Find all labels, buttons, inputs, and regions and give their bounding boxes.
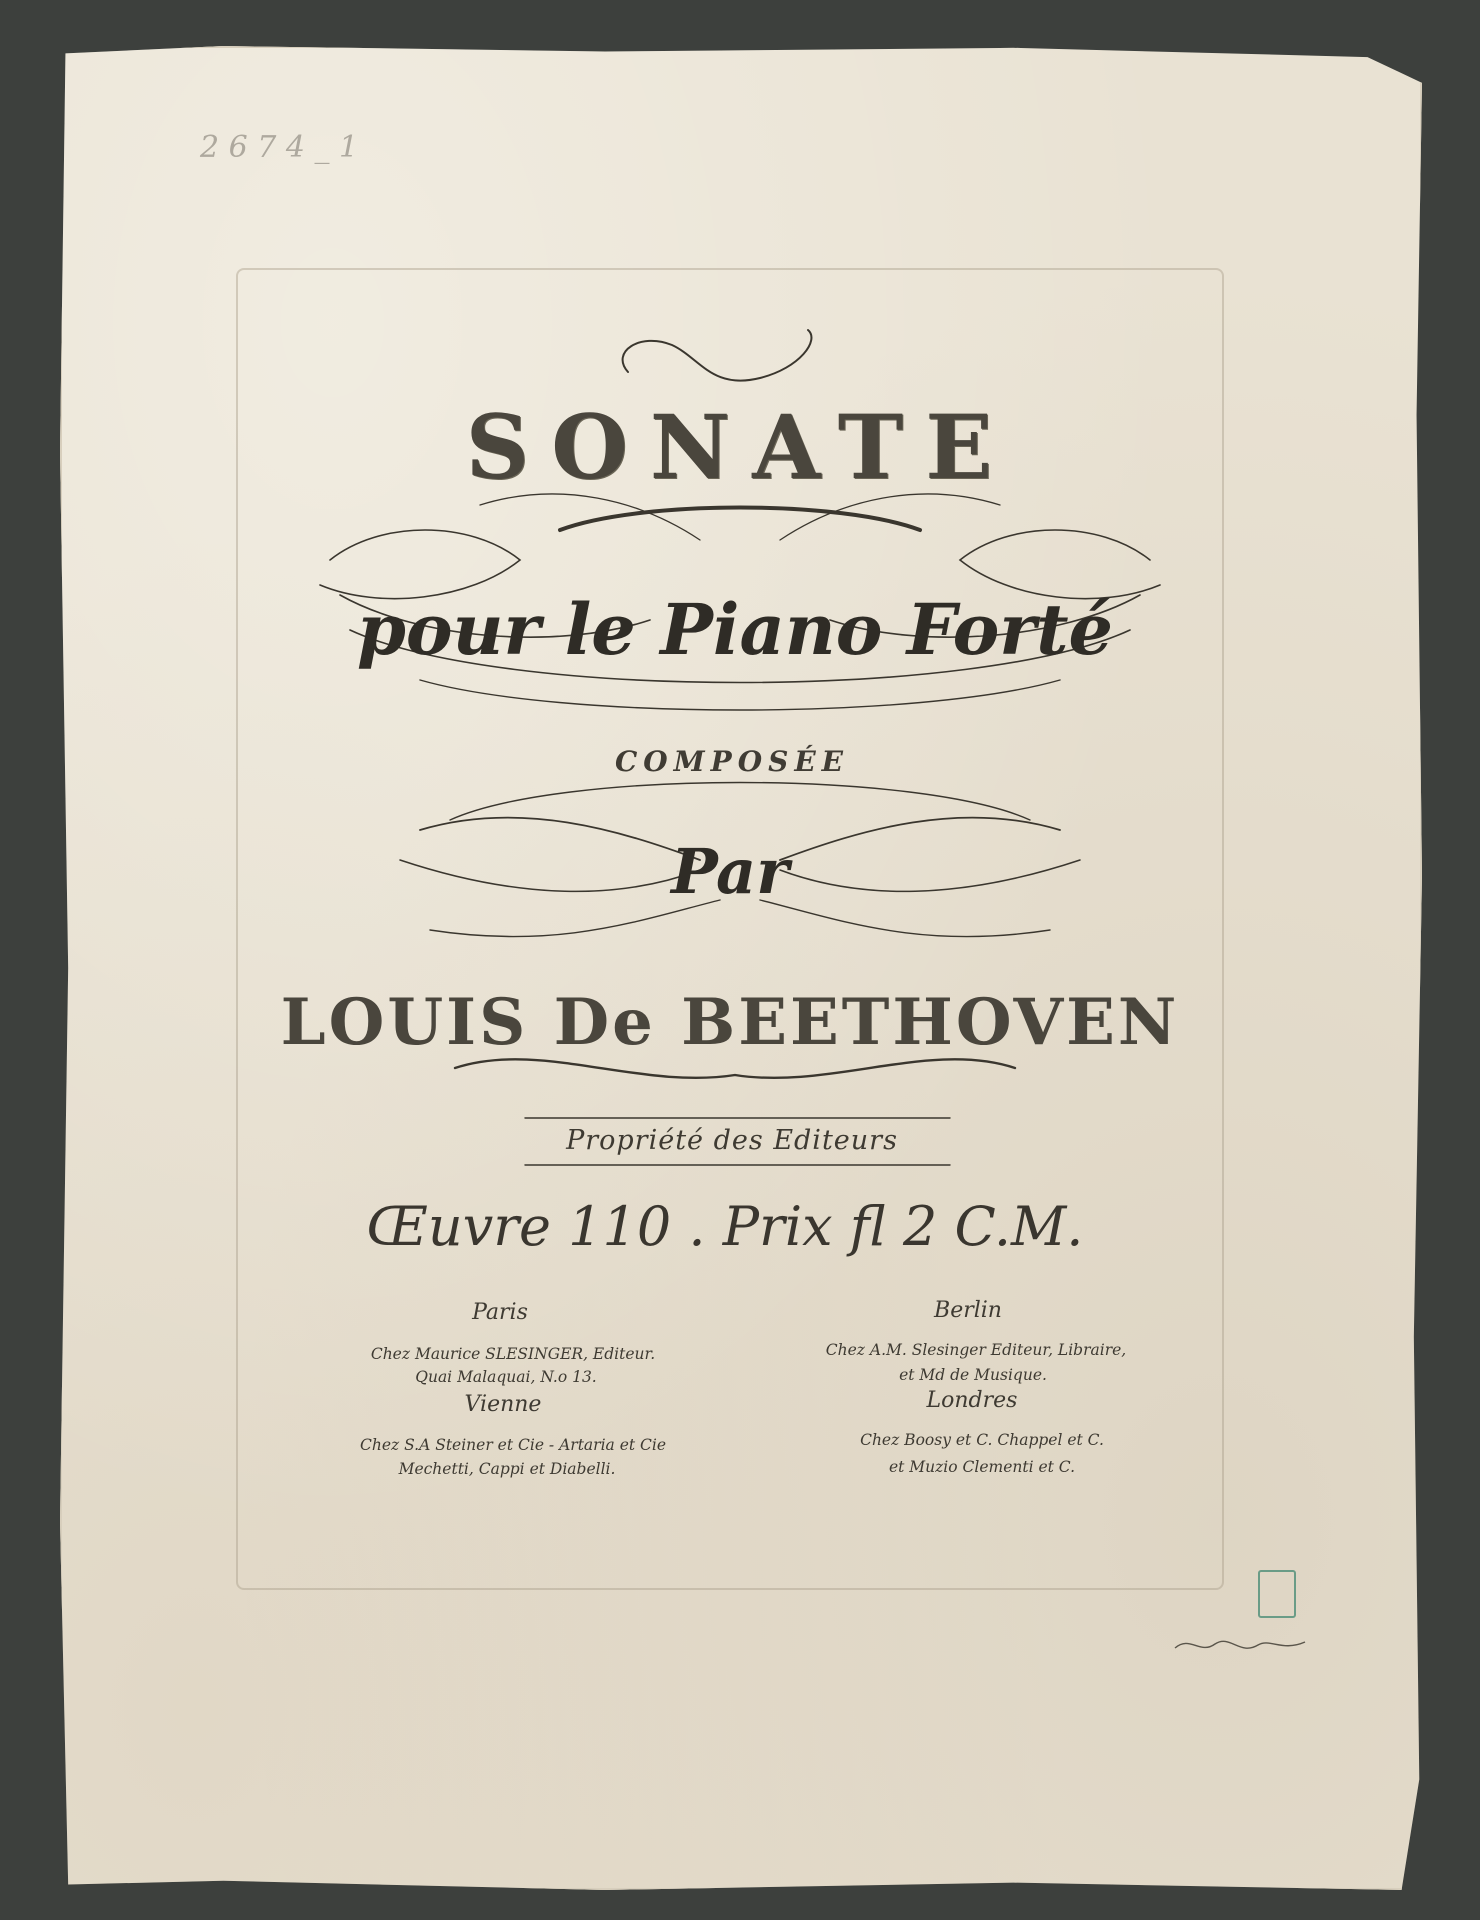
publisher-paris-line-2: Quai Malaquai, N.o 13. xyxy=(415,1368,597,1386)
publisher-city-paris: Paris xyxy=(472,1300,528,1325)
publisher-paris-line-1: Chez Maurice SLESINGER, Editeur. xyxy=(370,1345,656,1363)
composer-name: LOUIS De BEETHOVEN xyxy=(280,985,1180,1060)
library-stamp-icon xyxy=(1258,1570,1296,1618)
publisher-londres-line-2: et Muzio Clementi et C. xyxy=(888,1458,1076,1476)
opus-and-price: Œuvre 110 . Prix fl 2 C.M. xyxy=(366,1195,1084,1258)
publisher-berlin-line-2: et Md de Musique. xyxy=(899,1366,1047,1384)
publisher-city-londres: Londres xyxy=(926,1388,1018,1413)
signature-scribble xyxy=(1170,1630,1310,1660)
composed-label: COMPOSÉE xyxy=(614,745,850,778)
publisher-londres-line-1: Chez Boosy et C. Chappel et C. xyxy=(860,1431,1104,1449)
handwritten-catalog-number: 2 6 7 4 _ 1 xyxy=(200,130,359,165)
title: SONATE xyxy=(465,395,1015,499)
publisher-vienne-line-1: Chez S.A Steiner et Cie - Artaria et Cie xyxy=(359,1436,667,1454)
by-label: Par xyxy=(671,835,789,908)
rights-notice: Propriété des Editeurs xyxy=(566,1125,898,1156)
publisher-city-berlin: Berlin xyxy=(934,1298,1002,1323)
subtitle: pour le Piano Forté xyxy=(356,588,1114,671)
publisher-city-vienne: Vienne xyxy=(464,1392,542,1417)
publisher-berlin-line-1: Chez A.M. Slesinger Editeur, Libraire, xyxy=(825,1341,1127,1359)
publisher-vienne-line-2: Mechetti, Cappi et Diabelli. xyxy=(398,1460,616,1478)
